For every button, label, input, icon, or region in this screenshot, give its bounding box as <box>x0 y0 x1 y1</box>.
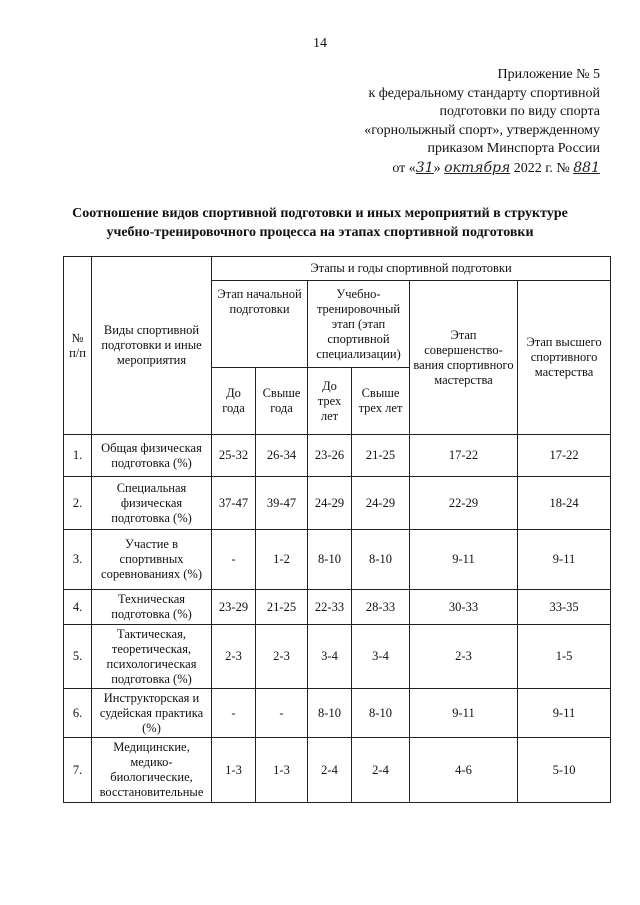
header-stages: Этапы и годы спортивной подготовки <box>212 257 611 281</box>
cell-value: 2-3 <box>256 625 308 689</box>
date-year: 2022 г. № <box>510 160 574 176</box>
cell-value: 26-34 <box>256 435 308 477</box>
header-higher-stage: Этап высшего спортивного мастерства <box>518 281 611 435</box>
appendix-title: Приложение № 5 <box>497 67 600 82</box>
handwritten-order-number: 881 <box>573 159 600 176</box>
row-label: Тактическая, теоретическая, психологическая подготовка (%) <box>92 625 212 689</box>
header-initial-stage: Этап начальной подготовки <box>212 281 308 368</box>
cell-value: 18-24 <box>518 477 611 530</box>
cell-value: 1-3 <box>212 738 256 803</box>
cell-value: 17-22 <box>518 435 611 477</box>
cell-value: 8-10 <box>352 689 410 738</box>
row-number: 3. <box>64 530 92 590</box>
cell-value: 4-6 <box>410 738 518 803</box>
row-number: 7. <box>64 738 92 803</box>
table-row <box>64 530 611 590</box>
cell-value: 2-4 <box>352 738 410 803</box>
title-line-2: учебно-тренировочного процесса на этапах спортивной подготовки <box>106 225 534 240</box>
cell-value: - <box>256 689 308 738</box>
appendix-line: к федеральному стандарту спортивной <box>368 85 600 101</box>
table-row <box>64 477 611 530</box>
title-line-1: Соотношение видов спортивной подготовки и иных мероприятий в структуре <box>72 206 568 221</box>
cell-value: 2-4 <box>308 738 352 803</box>
row-label: Техническая подготовка (%) <box>92 590 212 625</box>
header-upto-three-years: До трех лет <box>308 368 352 435</box>
cell-value: 21-25 <box>352 435 410 477</box>
cell-value: 24-29 <box>308 477 352 530</box>
page-number: 14 <box>313 36 327 51</box>
cell-value: 33-35 <box>518 590 611 625</box>
cell-value: 9-11 <box>410 689 518 738</box>
header-kinds: Виды спортивной подготовки и иные мероприятия <box>92 257 212 435</box>
cell-value: 24-29 <box>352 477 410 530</box>
handwritten-month: октября <box>444 159 511 176</box>
appendix-line: «горнолыжный спорт», утвержденному <box>364 122 600 138</box>
cell-value: 25-32 <box>212 435 256 477</box>
appendix-line: приказом Минспорта России <box>427 141 600 156</box>
cell-value: 17-22 <box>410 435 518 477</box>
header-improvement-stage: Этап совершенство-вания спортивного мастерства <box>410 281 518 435</box>
document-title <box>20 204 620 242</box>
header-upto-year: До года <box>212 368 256 435</box>
cell-value: 39-47 <box>256 477 308 530</box>
row-number: 6. <box>64 689 92 738</box>
cell-value: - <box>212 689 256 738</box>
row-label: Инструкторская и судейская практика (%) <box>92 689 212 738</box>
cell-value: 8-10 <box>308 530 352 590</box>
table-row <box>64 435 611 477</box>
cell-value: 8-10 <box>308 689 352 738</box>
cell-value: - <box>212 530 256 590</box>
cell-value: 3-4 <box>308 625 352 689</box>
cell-value: 3-4 <box>352 625 410 689</box>
cell-value: 5-10 <box>518 738 611 803</box>
cell-value: 28-33 <box>352 590 410 625</box>
cell-value: 9-11 <box>518 530 611 590</box>
cell-value: 2-3 <box>212 625 256 689</box>
table-row <box>64 738 611 803</box>
order-date-line <box>300 159 600 179</box>
cell-value: 9-11 <box>518 689 611 738</box>
row-label: Участие в спортивных соревнованиях (%) <box>92 530 212 590</box>
row-number: 2. <box>64 477 92 530</box>
cell-value: 23-29 <box>212 590 256 625</box>
table-row <box>64 590 611 625</box>
cell-value: 2-3 <box>410 625 518 689</box>
cell-value: 23-26 <box>308 435 352 477</box>
table-row <box>64 689 611 738</box>
row-label: Специальная физическая подготовка (%) <box>92 477 212 530</box>
header-over-year: Свыше года <box>256 368 308 435</box>
cell-value: 37-47 <box>212 477 256 530</box>
appendix-line: подготовки по виду спорта <box>439 104 600 119</box>
cell-value: 8-10 <box>352 530 410 590</box>
cell-value: 1-5 <box>518 625 611 689</box>
cell-value: 1-2 <box>256 530 308 590</box>
row-number: 5. <box>64 625 92 689</box>
sports-training-table <box>63 256 611 803</box>
row-label: Общая физическая подготовка (%) <box>92 435 212 477</box>
cell-value: 21-25 <box>256 590 308 625</box>
appendix-header <box>300 66 600 178</box>
cell-value: 1-3 <box>256 738 308 803</box>
cell-value: 22-29 <box>410 477 518 530</box>
cell-value: 9-11 <box>410 530 518 590</box>
date-mid: » <box>433 160 445 176</box>
date-prefix: от « <box>392 160 416 176</box>
table-row <box>64 625 611 689</box>
header-training-stage: Учебно-тренировочный этап (этап спортивной специализации) <box>308 281 410 368</box>
row-number: 4. <box>64 590 92 625</box>
header-num: № п/п <box>64 257 92 435</box>
handwritten-day: 31 <box>415 159 434 176</box>
cell-value: 22-33 <box>308 590 352 625</box>
cell-value: 30-33 <box>410 590 518 625</box>
row-number: 1. <box>64 435 92 477</box>
row-label: Медицинские, медико-биологические, восстановительные <box>92 738 212 803</box>
header-over-three-years: Свыше трех лет <box>352 368 410 435</box>
